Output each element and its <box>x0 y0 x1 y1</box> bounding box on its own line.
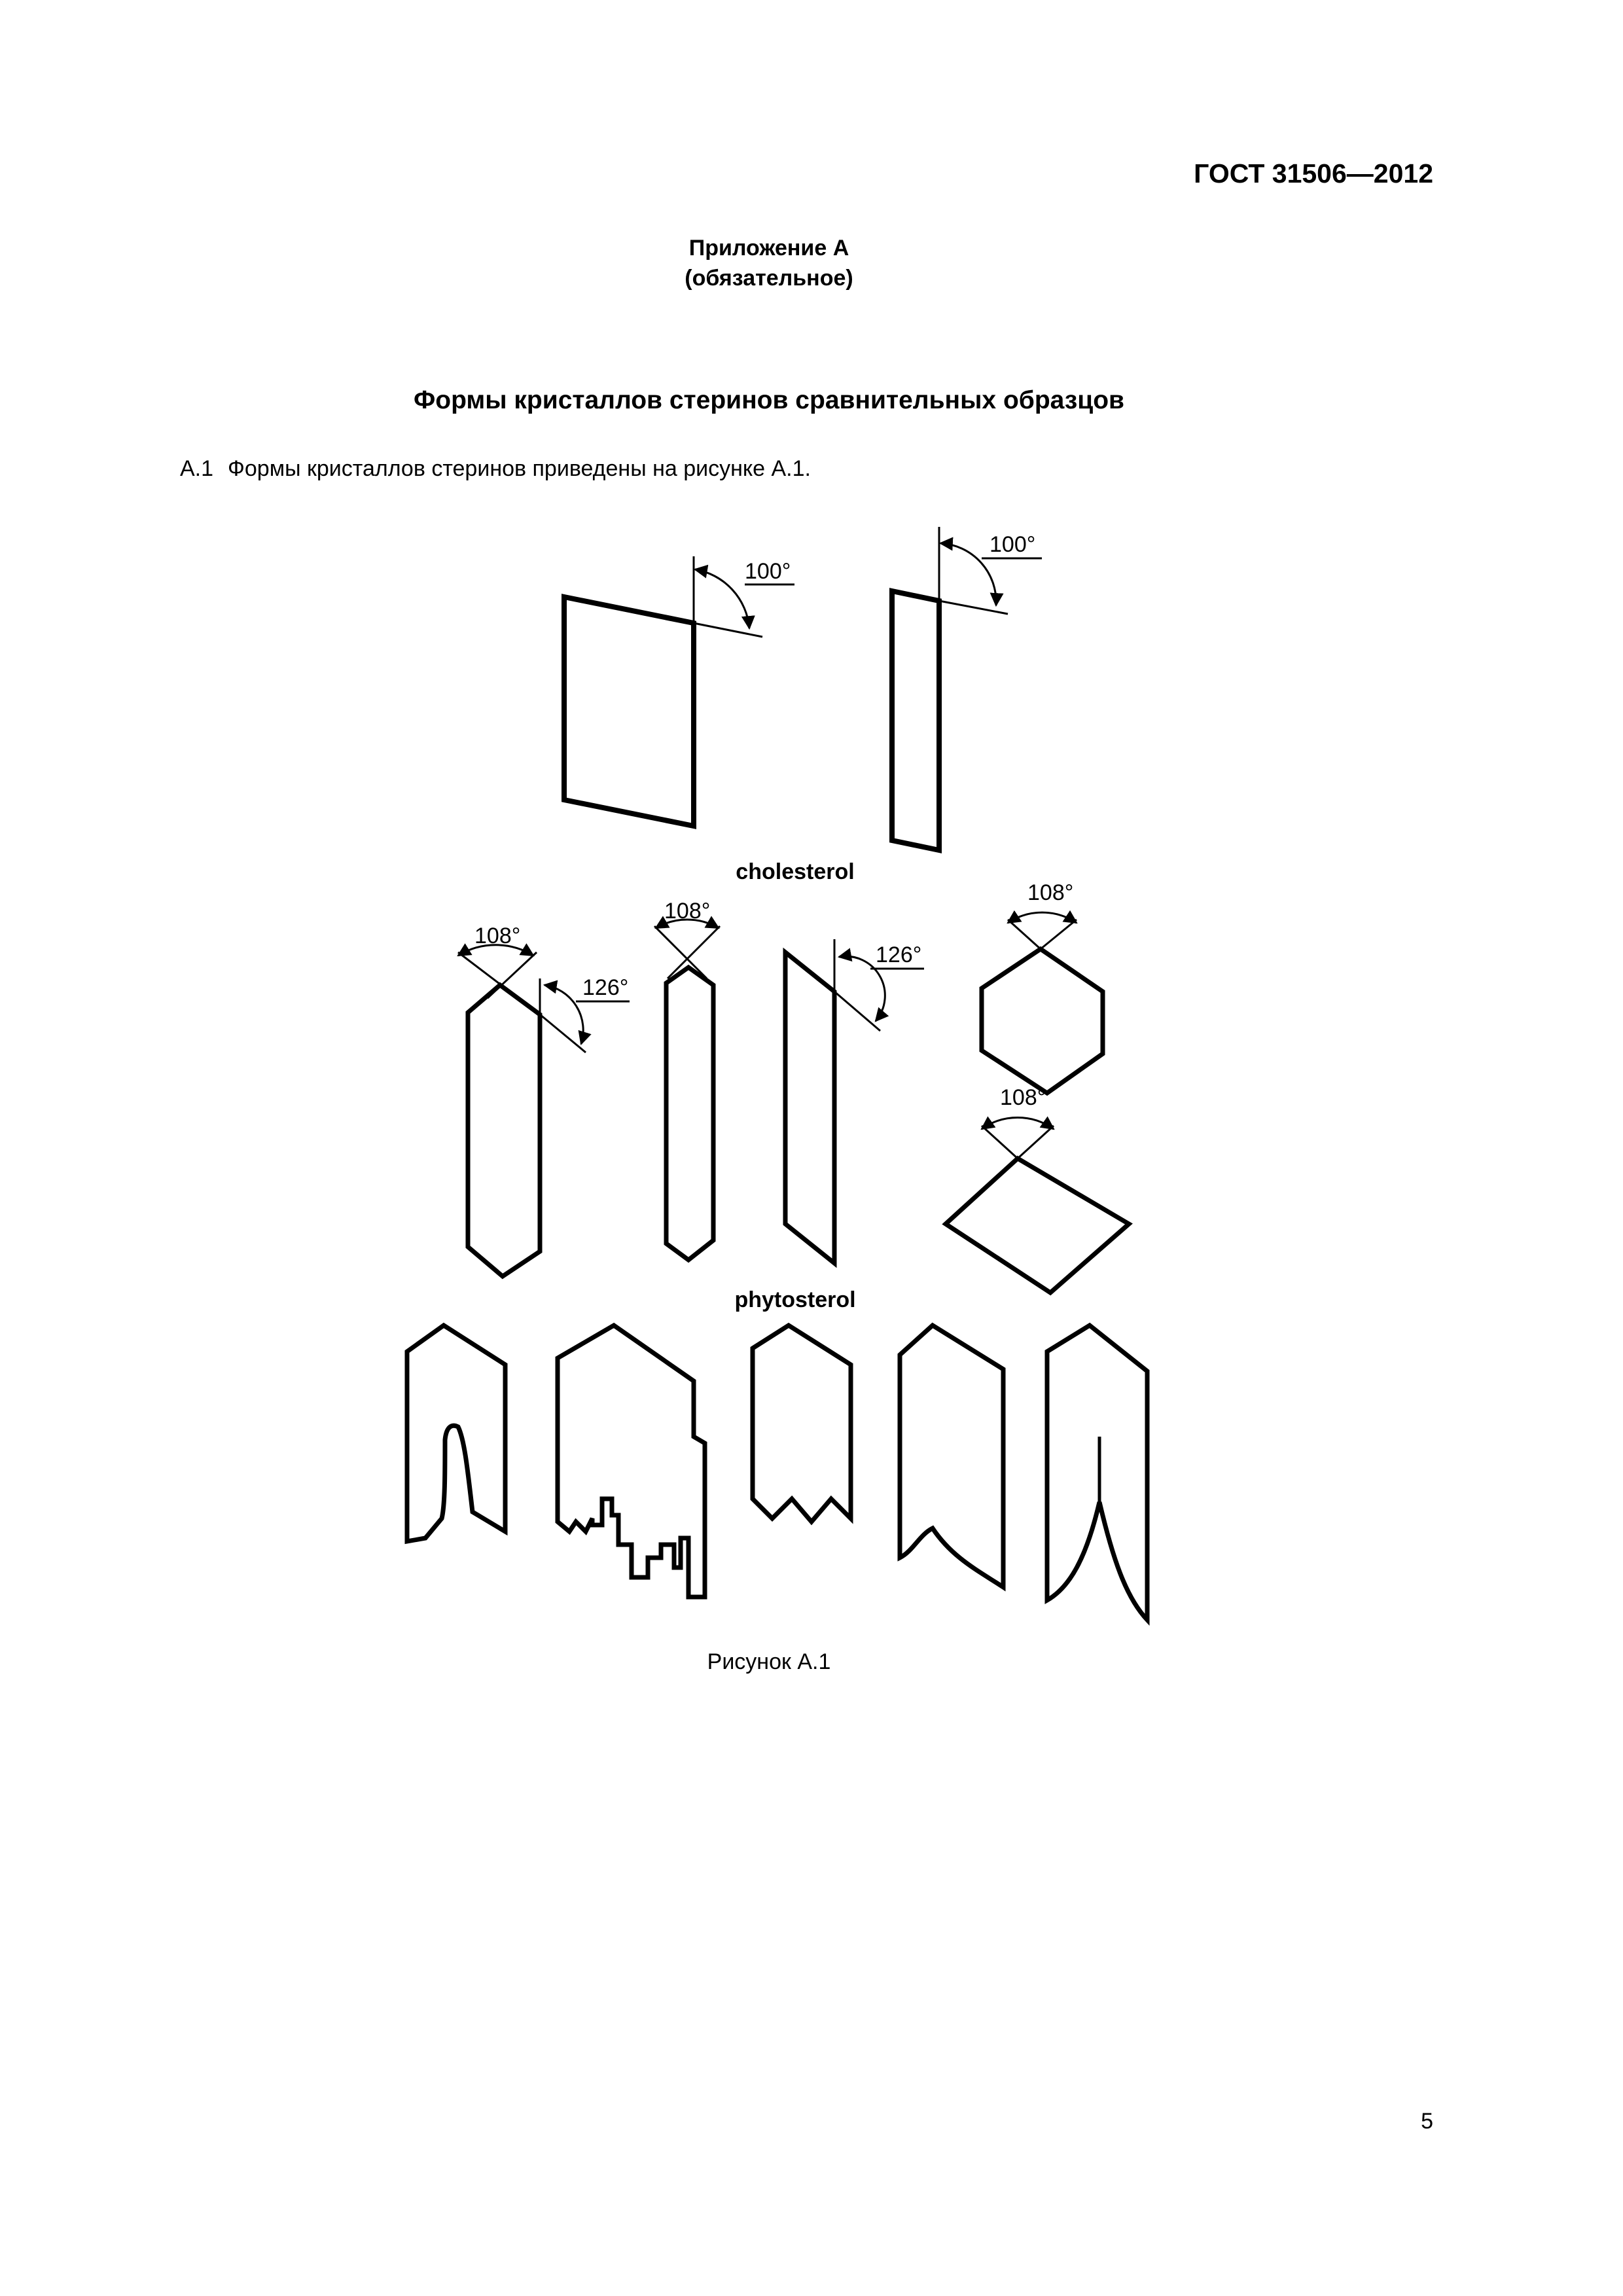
group-label-cholesterol: cholesterol <box>736 859 855 884</box>
mixed-crystal-5 <box>1047 1325 1147 1620</box>
angle-label-108-a: 108° <box>474 924 521 948</box>
section-title: Формы кристаллов стеринов сравнительных образцов <box>413 386 1125 414</box>
mixed-crystal-4 <box>900 1325 1003 1587</box>
angle-label-100-b: 100° <box>990 532 1036 557</box>
angle-label-108-c: 108° <box>1027 880 1074 905</box>
angle-label-108-b: 108° <box>664 899 711 924</box>
paragraph-text: Формы кристаллов стеринов приведены на рисунке А.1. <box>228 456 811 481</box>
mixed-crystal-1 <box>407 1325 505 1541</box>
angle-label-108-d: 108° <box>1000 1085 1046 1110</box>
phytosterol-crystal-2 <box>654 920 720 1260</box>
angle-label-126-b: 126° <box>876 942 922 967</box>
paragraph-number: А.1 <box>180 456 214 481</box>
annex-status: (обязательное) <box>685 266 853 291</box>
cholesterol-crystal-1 <box>564 556 794 826</box>
phytosterol-crystal-3 <box>785 939 924 1263</box>
mixed-crystal-3 <box>753 1325 851 1522</box>
angle-label-100-a: 100° <box>745 559 791 584</box>
annex-title: Приложение А <box>688 236 849 260</box>
cholesterol-crystal-2 <box>892 527 1042 850</box>
page-number: 5 <box>1421 2109 1433 2134</box>
standard-number: ГОСТ 31506—2012 <box>1194 158 1433 188</box>
figure-caption: Рисунок А.1 <box>707 1649 831 1674</box>
phytosterol-crystal-5 <box>946 1117 1129 1293</box>
angle-label-126-a: 126° <box>582 975 629 1000</box>
phytosterol-crystal-4 <box>982 912 1103 1093</box>
group-label-phytosterol: phytosterol <box>734 1287 856 1312</box>
mixed-crystal-2 <box>558 1325 705 1597</box>
